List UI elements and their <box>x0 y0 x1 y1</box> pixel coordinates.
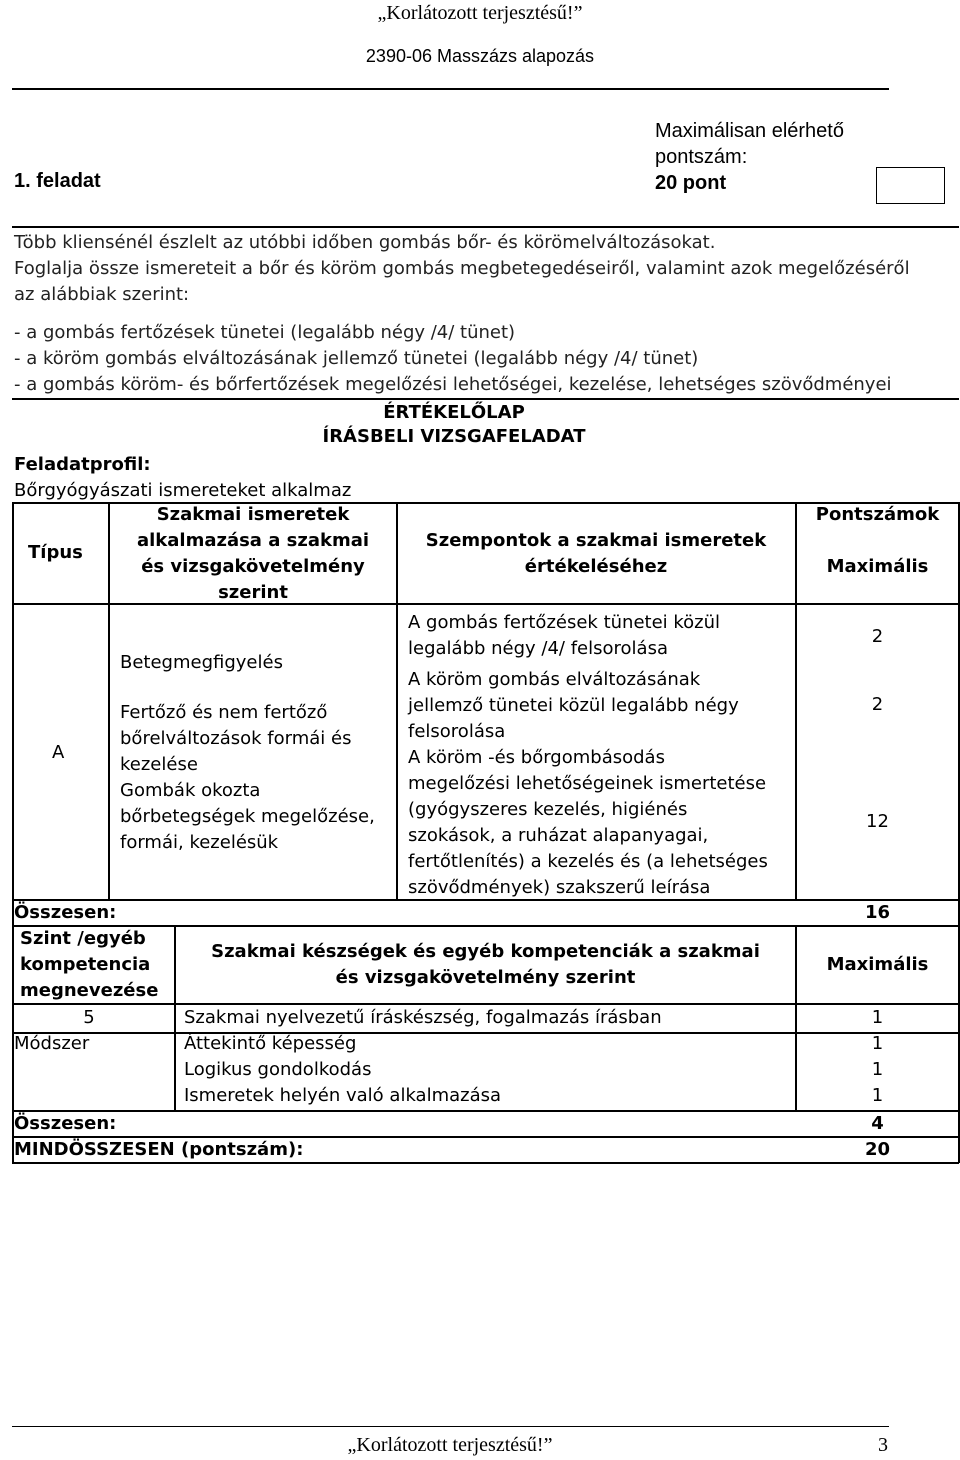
exam-type-title: ÍRÁSBELI VIZSGAFELADAT <box>322 426 586 447</box>
grand-total-value: 20 <box>864 1139 891 1160</box>
task-label: 1. feladat <box>14 170 101 192</box>
criterion-1: A gombás fertőzések tünetei közül legalább négy /4/ felsorolása <box>408 612 721 659</box>
document-code-title: 2390-06 Masszázs alapozás <box>365 46 595 66</box>
grand-total-label: MINDÖSSZESEN (pontszám): <box>14 1139 304 1160</box>
list-item: - a köröm gombás elváltozásának jellemző tünetei (legalább négy /4/ tünet) <box>14 348 699 369</box>
comp-title-header: Szakmai készségek és egyéb kompetenciák a szakmai és vizsgakövetelmény szerint <box>211 941 760 988</box>
header-rule <box>12 88 889 90</box>
comp-row-name: Logikus gondolkodás <box>184 1059 372 1080</box>
profile-value: Bőrgyógyászati ismereteket alkalmaz <box>14 480 352 501</box>
comp-row-level: 5 <box>83 1007 95 1028</box>
col-max-header: Maximális <box>826 556 929 577</box>
row-type-value: A <box>52 742 65 763</box>
knowledge-observation: Betegmegfigyelés <box>120 652 283 673</box>
comp-row-points: 1 <box>871 1085 884 1106</box>
criterion-2: A köröm gombás elváltozásának jellemző tünetei közül legalább négy felsorolása <box>408 669 739 742</box>
criterion-3: A köröm -és bőrgombásodás megelőzési lehetőségeinek ismertetése (gyógyszeres kezelés, higiénés szokások, a ruházat alapanyagai, fertőtlenítés) a kezelés és (a lehetséges szövődmények) szakszerű leírása <box>408 747 768 898</box>
subtotal-value: 16 <box>864 902 891 923</box>
page-number: 3 <box>878 1434 888 1456</box>
score-entry-box[interactable] <box>876 167 945 204</box>
criterion-2-points: 2 <box>871 694 884 715</box>
col-points-header: Pontszámok <box>815 504 940 525</box>
restricted-footer: „Korlátozott terjesztésű!” <box>347 1434 553 1456</box>
knowledge-skin-forms: Fertőző és nem fertőző bőrelváltozások formái és kezelése <box>120 702 352 775</box>
comp-row-name: Szakmai nyelvezetű íráskészség, fogalmazás írásban <box>184 1007 662 1028</box>
col-knowledge-header: Szakmai ismeretek alkalmazása a szakmai és vizsgakövetelmény szerint <box>136 504 370 603</box>
criterion-3-points: 12 <box>866 811 889 832</box>
list-item: - a gombás fertőzések tünetei (legalább négy /4/ tünet) <box>14 322 516 343</box>
comp-level-header: Szint /egyéb kompetencia megnevezése <box>20 928 159 1001</box>
task-rule-top <box>12 226 959 228</box>
max-points-value: 20 pont <box>655 172 727 194</box>
subtotal-label: Összesen: <box>14 902 117 923</box>
comp-max-header: Maximális <box>826 954 929 975</box>
criterion-1-points: 2 <box>871 626 884 647</box>
comp-row-name: Ismeretek helyén való alkalmazása <box>184 1085 502 1106</box>
comp-row-name: Áttekintő képesség <box>184 1033 357 1054</box>
eval-title: ÉRTÉKELŐLAP <box>383 402 525 423</box>
footer-rule <box>12 1426 889 1427</box>
max-points-label: Maximálisan elérhető pontszám: 20 pont <box>655 120 844 194</box>
col-type-header: Típus <box>28 542 83 563</box>
restricted-header: „Korlátozott terjesztésű!” <box>377 2 583 24</box>
list-item: - a gombás köröm- és bőrfertőzések megelőzési lehetőségei, kezelése, lehetséges szövődményei <box>14 374 892 395</box>
knowledge-fungal-diseases: Gombák okozta bőrbetegségek megelőzése, formái, kezelésük <box>120 780 375 853</box>
comp-row-points: 1 <box>871 1007 884 1028</box>
task-description: Több kliensénél észlelt az utóbbi időben gombás bőr- és körömelváltozásokat. Foglalja össze ismereteit a bőr és köröm gombás megbetegedéseiről, valamint azok megelőzéséről az alábbiak szerint: <box>14 232 910 305</box>
subtotal-2-label: Összesen: <box>14 1113 117 1134</box>
profile-label: Feladatprofil: <box>14 454 151 475</box>
col-criteria-header: Szempontok a szakmai ismeretek értékeléséhez <box>425 530 767 577</box>
subtotal-2-value: 4 <box>871 1113 884 1134</box>
comp-row-level: Módszer <box>14 1033 90 1054</box>
comp-row-points: 1 <box>871 1033 884 1054</box>
comp-row-points: 1 <box>871 1059 884 1080</box>
task-requirements-list <box>14 320 892 398</box>
